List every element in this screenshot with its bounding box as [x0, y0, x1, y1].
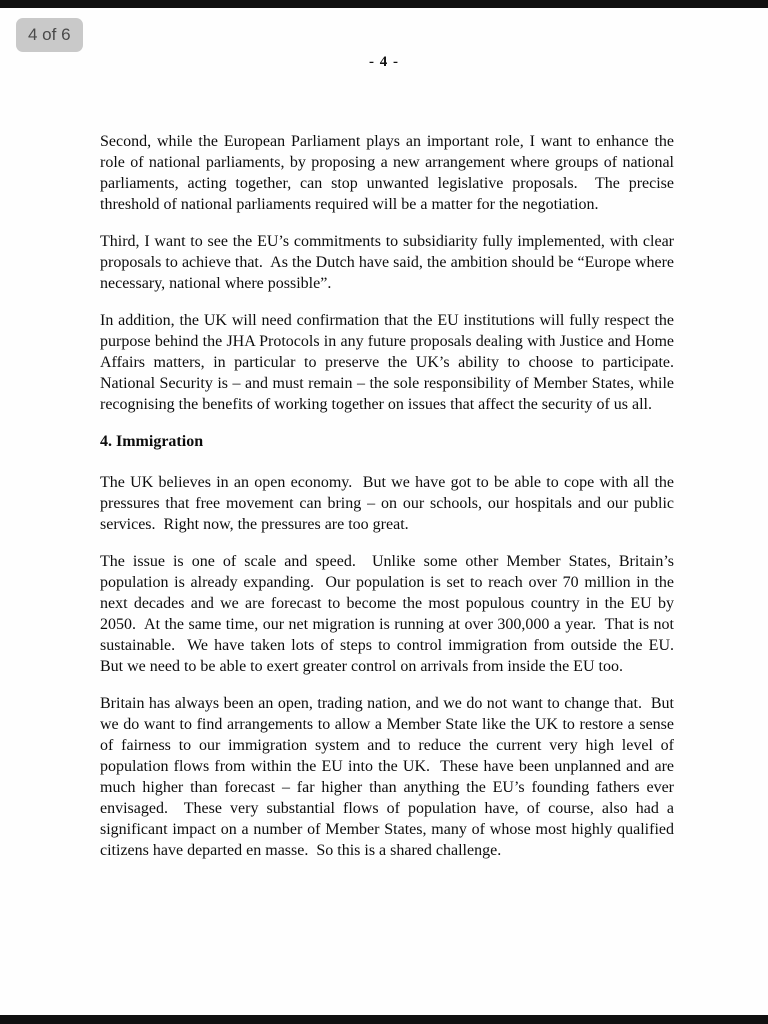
viewer-top-bar: [0, 0, 768, 8]
paragraph-second-national-parliaments: Second, while the European Parliament plays an important role, I want to enhance the role of national parliaments, by proposing a new arrangement where groups of national parliaments, acting together, can stop unwanted legislative proposals. The precise threshold of national parliaments required will be a matter for the negotiation.: [100, 133, 678, 213]
page-counter-badge: 4 of 6: [16, 18, 83, 52]
viewer-bottom-bar: [0, 1015, 768, 1024]
section-heading-immigration: 4. Immigration: [100, 433, 204, 450]
paragraph-third-subsidiarity: Third, I want to see the EU’s commitments to subsidiarity fully implemented, with clear proposals to achieve that. As the Dutch have said, the ambition should be “Europe where necessary, national where possible”.: [100, 233, 678, 292]
document-page: [0, 8, 768, 1015]
document-body: [100, 131, 682, 861]
paragraph-scale-and-speed: The issue is one of scale and speed. Unlike some other Member States, Britain’s population is already expanding. Our population is set to reach over 70 million in the next decades and we are forecast to become the most populous country in the EU by 2050. At the same time, our net migration is running at over 300,000 a year. That is not sustainable. We have taken lots of steps to control immigration from outside the EU. But we need to be able to exert greater control on arrivals from inside the EU too.: [100, 553, 682, 675]
paragraph-jha-protocols: In addition, the UK will need confirmation that the EU institutions will fully respect the purpose behind the JHA Protocols in any future proposals dealing with Justice and Home Affairs matters, in particular to preserve the UK’s ability to choose to participate. National Security is – and must remain – the sole responsibility of Member States, while recognising the benefits of working together on issues that affect the security of us all.: [100, 312, 682, 413]
page-number: - 4 -: [369, 54, 399, 70]
paragraph-trading-nation: Britain has always been an open, trading nation, and we do not want to change that. But we do want to find arrangements to allow a Member State like the UK to restore a sense of fairness to our immigration system and to reduce the current very high level of population flows from within the EU into the UK. These have been unplanned and are much higher than forecast – far higher than anything the EU’s founding fathers ever envisaged. These very substantial flows of population have, of course, also had a significant impact on a number of Member States, many of whose most highly qualified citizens have departed en masse. So this is a shared challenge.: [100, 695, 678, 859]
paragraph-open-economy: The UK believes in an open economy. But we have got to be able to cope with all the pressures that free movement can bring – on our schools, our hospitals and our public services. Right now, the pressures are too great.: [100, 474, 678, 533]
